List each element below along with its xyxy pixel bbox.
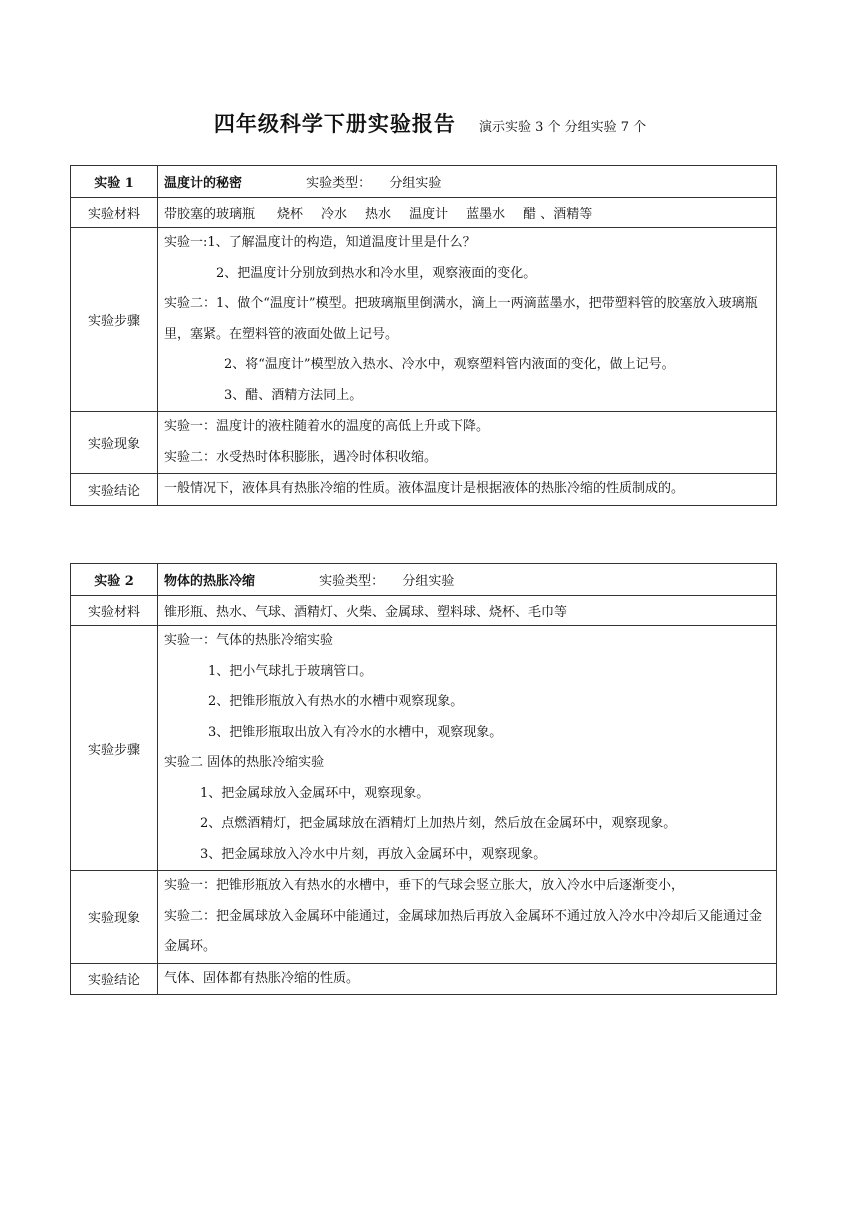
step-line: 1、把小气球扎于玻璃管口。 bbox=[208, 663, 373, 679]
exp2-label: 实验 2 bbox=[71, 564, 158, 596]
step-line: 实验一:1、了解温度计的构造，知道温度计里是什么？ bbox=[164, 235, 476, 250]
exp2-phenomena-label: 实验现象 bbox=[71, 871, 158, 964]
exp2-type-value: 分组实验 bbox=[402, 574, 455, 589]
phenomenon-line: 实验二：水受热时体积膨胀，遇冷时体积收缩。 bbox=[164, 449, 438, 465]
exp1-conclusion-row bbox=[71, 474, 777, 506]
exp1-header-row bbox=[71, 166, 777, 198]
exp1-phenomena-label: 实验现象 bbox=[71, 412, 158, 474]
report-title: 四年级科学下册实验报告 bbox=[213, 111, 456, 136]
experiment-1-table bbox=[70, 165, 777, 506]
step-line: 实验二：1、做个“温度计”模型。把玻璃瓶里倒满水，滴上一两滴蓝墨水，把带塑料管的胶塞放入玻璃瓶里，塞紧。在塑料管的液面处做上记号。 bbox=[164, 296, 758, 342]
step-line: 2、将“温度计”模型放入热水、冷水中，观察塑料管内液面的变化，做上记号。 bbox=[224, 357, 675, 372]
material-item: 蓝墨水 bbox=[466, 207, 506, 222]
exp2-type-label: 实验类型： bbox=[319, 574, 385, 589]
experiment-2-table bbox=[70, 563, 777, 995]
material-item: 热水 bbox=[365, 207, 392, 222]
step-line: 实验二 固体的热胀冷缩实验 bbox=[164, 755, 325, 770]
exp2-conclusion-cell bbox=[158, 963, 777, 995]
exp2-steps-cell bbox=[158, 626, 777, 871]
exp2-steps-row bbox=[71, 626, 777, 871]
material-item: 醋 、酒精等 bbox=[523, 207, 593, 222]
material-item: 烧杯 bbox=[277, 207, 304, 222]
step-line: 3、把锥形瓶取出放入有冷水的水槽中，观察现象。 bbox=[208, 724, 503, 740]
phenomenon-line: 实验一：把锥形瓶放入有热水的水槽中，垂下的气球会竖立胀大，放入冷水中后逐渐变小， bbox=[164, 878, 685, 893]
step-line: 实验一：气体的热胀冷缩实验 bbox=[164, 633, 334, 648]
step-line: 2、把锥形瓶放入有热水的水槽中观察现象。 bbox=[208, 694, 464, 709]
exp2-materials-label: 实验材料 bbox=[71, 596, 158, 626]
exp2-materials-row bbox=[71, 596, 777, 626]
step-line: 2、点燃酒精灯，把金属球放在酒精灯上加热片刻，然后放在金属环中，观察现象。 bbox=[200, 816, 677, 831]
step-line: 3、醋、酒精方法同上。 bbox=[224, 387, 363, 403]
phenomenon-line: 实验一：温度计的液柱随着水的温度的高低上升或下降。 bbox=[164, 419, 490, 434]
material-item: 带胶塞的玻璃瓶 bbox=[164, 207, 256, 222]
report-subtitle: 演示实验 3 个 分组实验 7 个 bbox=[478, 120, 647, 135]
exp2-name: 物体的热胀冷缩 bbox=[164, 574, 256, 589]
exp1-phenomena-cell bbox=[158, 412, 777, 474]
exp2-materials-cell bbox=[158, 596, 777, 626]
exp2-steps-label: 实验步骤 bbox=[71, 626, 158, 871]
exp1-materials-row bbox=[71, 198, 777, 228]
exp1-type-label: 实验类型： bbox=[306, 176, 372, 191]
exp1-phenomena-row bbox=[71, 412, 777, 474]
step-line: 3、把金属球放入冷水中片刻，再放入金属环中，观察现象。 bbox=[200, 846, 547, 862]
step-line: 2、把温度计分别放到热水和冷水里，观察液面的变化。 bbox=[216, 265, 537, 281]
material-item: 温度计 bbox=[409, 207, 449, 222]
materials-text: 锥形瓶、热水、气球、酒精灯、火柴、金属球、塑料球、烧杯、毛巾等 bbox=[164, 605, 568, 620]
phenomenon-line: 实验二：把金属球放入金属环中能通过，金属球加热后再放入金属环不通过放入冷水中冷却后又能通过金金属环。 bbox=[164, 908, 763, 954]
exp1-steps-row bbox=[71, 228, 777, 412]
material-item: 冷水 bbox=[321, 207, 348, 222]
step-line: 1、把金属球放入金属环中，观察现象。 bbox=[200, 785, 430, 801]
conclusion-text: 一般情况下，液体具有热胀冷缩的性质。液体温度计是根据液体的热胀冷缩的性质制成的。 bbox=[164, 481, 685, 497]
exp1-materials-cell bbox=[158, 198, 777, 228]
exp2-conclusion-label: 实验结论 bbox=[71, 963, 158, 995]
exp2-phenomena-row bbox=[71, 871, 777, 964]
exp2-header-row bbox=[71, 564, 777, 596]
exp2-phenomena-cell bbox=[158, 871, 777, 964]
exp1-materials-label: 实验材料 bbox=[71, 198, 158, 228]
report-title-row bbox=[0, 108, 860, 138]
exp2-conclusion-row bbox=[71, 963, 777, 995]
exp2-header-cell bbox=[158, 564, 777, 596]
exp1-label: 实验 1 bbox=[71, 166, 158, 198]
exp1-conclusion-cell bbox=[158, 474, 777, 506]
exp1-name: 温度计的秘密 bbox=[164, 176, 243, 191]
exp1-conclusion-label: 实验结论 bbox=[71, 474, 158, 506]
exp1-header-cell bbox=[158, 166, 777, 198]
exp1-type-value: 分组实验 bbox=[389, 176, 442, 191]
exp1-steps-label: 实验步骤 bbox=[71, 228, 158, 412]
conclusion-text: 气体、固体都有热胀冷缩的性质。 bbox=[164, 970, 360, 986]
exp1-steps-cell bbox=[158, 228, 777, 412]
